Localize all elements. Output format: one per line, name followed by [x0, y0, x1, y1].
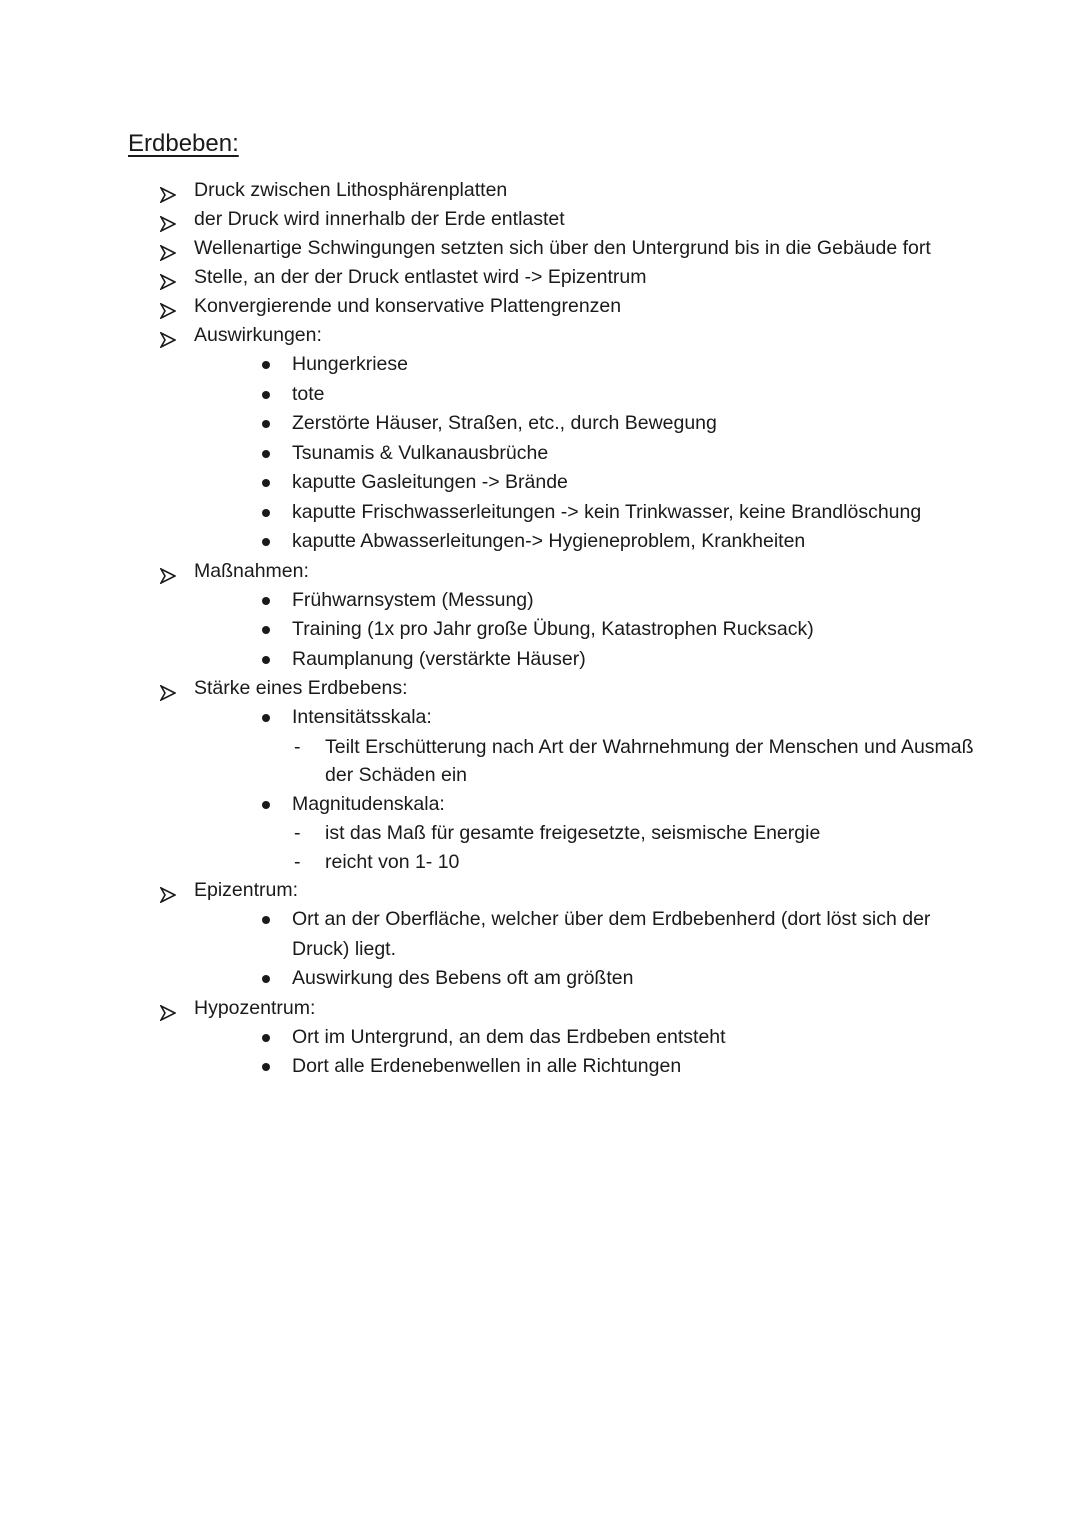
bullet-dot-icon	[262, 714, 270, 722]
bullet-dot-icon	[262, 479, 270, 487]
page-title: Erdbeben:	[128, 130, 239, 157]
arrow-bullet-icon	[160, 883, 176, 899]
arrow-list-item	[160, 876, 980, 994]
list-item-text: Auswirkung des Bebens oft am größten	[292, 967, 634, 989]
arrow-list-item	[160, 674, 980, 876]
bullet-sublist	[194, 350, 980, 557]
bullet-sublist	[194, 703, 980, 876]
dash-list-item	[292, 819, 980, 848]
bullet-list-item	[259, 498, 980, 528]
arrow-list-item	[160, 263, 980, 292]
bullet-dot-icon	[262, 975, 270, 983]
list-item-text: Maßnahmen:	[194, 559, 309, 582]
list-item-text: Training (1x pro Jahr große Übung, Katastrophen Rucksack)	[292, 618, 814, 640]
bullet-dot-icon	[262, 509, 270, 517]
bullet-sublist	[194, 586, 980, 675]
list-item-text: Druck zwischen Lithosphärenplatten	[194, 179, 508, 201]
bullet-list-item	[259, 468, 980, 498]
bullet-list-item	[259, 380, 980, 410]
bullet-dot-icon	[262, 656, 270, 664]
dash-list-item	[292, 733, 980, 790]
list-item-text: Hungerkriese	[292, 353, 408, 375]
list-item-text: Frühwarnsystem (Messung)	[292, 588, 534, 611]
bullet-dot-icon	[262, 626, 270, 634]
list-item-text: Wellenartige Schwingungen setzten sich über den Untergrund bis in die Gebäude fort	[194, 237, 931, 259]
arrow-list-item	[160, 205, 980, 234]
arrow-list-item	[160, 557, 980, 675]
list-item-text: kaputte Abwasserleitungen-> Hygieneproblem, Krankheiten	[292, 530, 806, 552]
list-item-text: Konvergierende und konservative Plattengrenzen	[194, 295, 622, 317]
arrow-bullet-icon	[160, 212, 176, 228]
dash-list-item	[292, 848, 980, 877]
bullet-dot-icon	[262, 391, 270, 399]
list-item-text: tote	[292, 382, 325, 405]
arrow-bullet-icon	[160, 681, 176, 697]
arrow-list	[160, 176, 980, 1082]
bullet-list-item	[259, 905, 980, 964]
list-item-text: Raumplanung (verstärkte Häuser)	[292, 647, 586, 670]
list-item-text: Stärke eines Erdbebens:	[194, 677, 408, 699]
list-item-text: Tsunamis & Vulkanausbrüche	[292, 441, 549, 464]
bullet-dot-icon	[262, 916, 270, 924]
list-item-text: Ort an der Oberfläche, welcher über dem Erdbebenherd (dort löst sich der Druck) liegt.	[292, 908, 931, 960]
dash-marker-icon: -	[294, 850, 301, 873]
bullet-list-item	[259, 790, 980, 877]
dash-marker-icon: -	[294, 822, 301, 844]
bullet-list-item	[259, 964, 980, 994]
arrow-bullet-icon	[160, 270, 176, 286]
list-item-text: Auswirkungen:	[194, 324, 322, 346]
list-item-text: Teilt Erschütterung nach Art der Wahrnehmung der Menschen und Ausmaß der Schäden ein	[325, 735, 974, 786]
list-item-text: reicht von 1- 10	[325, 850, 460, 873]
notes-content	[160, 176, 980, 1082]
dash-sublist	[292, 819, 980, 876]
list-item-text: kaputte Frischwasserleitungen -> kein Trinkwasser, keine Brandlöschung	[292, 500, 922, 523]
list-item-text: Epizentrum:	[194, 879, 299, 901]
bullet-list-item	[259, 527, 980, 557]
bullet-dot-icon	[262, 1063, 270, 1071]
bullet-list-item	[259, 703, 980, 790]
arrow-bullet-icon	[160, 241, 176, 257]
arrow-list-item	[160, 234, 980, 263]
list-item-text: Hypozentrum:	[194, 996, 316, 1019]
list-item-text: Zerstörte Häuser, Straßen, etc., durch Bewegung	[292, 412, 717, 434]
bullet-dot-icon	[262, 361, 270, 369]
list-item-text: Magnitudenskala:	[292, 792, 445, 815]
bullet-dot-icon	[262, 1034, 270, 1042]
arrow-bullet-icon	[160, 183, 176, 199]
bullet-list-item	[259, 1023, 980, 1053]
arrow-bullet-icon	[160, 328, 176, 344]
list-item-text: der Druck wird innerhalb der Erde entlastet	[194, 208, 565, 230]
bullet-sublist	[194, 905, 980, 994]
dash-sublist	[292, 733, 980, 790]
arrow-list-item	[160, 321, 980, 557]
dash-marker-icon: -	[294, 735, 301, 758]
bullet-dot-icon	[262, 597, 270, 605]
bullet-list-item	[259, 439, 980, 469]
bullet-list-item	[259, 645, 980, 675]
bullet-dot-icon	[262, 538, 270, 546]
arrow-list-item	[160, 176, 980, 205]
bullet-dot-icon	[262, 450, 270, 458]
arrow-bullet-icon	[160, 564, 176, 580]
bullet-dot-icon	[262, 420, 270, 428]
list-item-text: Intensitätsskala:	[292, 706, 432, 728]
arrow-bullet-icon	[160, 1001, 176, 1017]
arrow-list-item	[160, 292, 980, 321]
list-item-text: Dort alle Erdenebenwellen in alle Richtungen	[292, 1055, 682, 1077]
bullet-list-item	[259, 615, 980, 645]
arrow-list-item	[160, 994, 980, 1082]
bullet-list-item	[259, 1052, 980, 1082]
list-item-text: Ort im Untergrund, an dem das Erdbeben entsteht	[292, 1025, 726, 1048]
list-item-text: Stelle, an der der Druck entlastet wird -> Epizentrum	[194, 266, 647, 288]
bullet-sublist	[194, 1023, 980, 1082]
bullet-dot-icon	[262, 801, 270, 809]
list-item-text: ist das Maß für gesamte freigesetzte, seismische Energie	[325, 822, 821, 844]
bullet-list-item	[259, 350, 980, 380]
list-item-text: kaputte Gasleitungen -> Brände	[292, 471, 568, 493]
bullet-list-item	[259, 586, 980, 616]
bullet-list-item	[259, 409, 980, 439]
arrow-bullet-icon	[160, 299, 176, 315]
